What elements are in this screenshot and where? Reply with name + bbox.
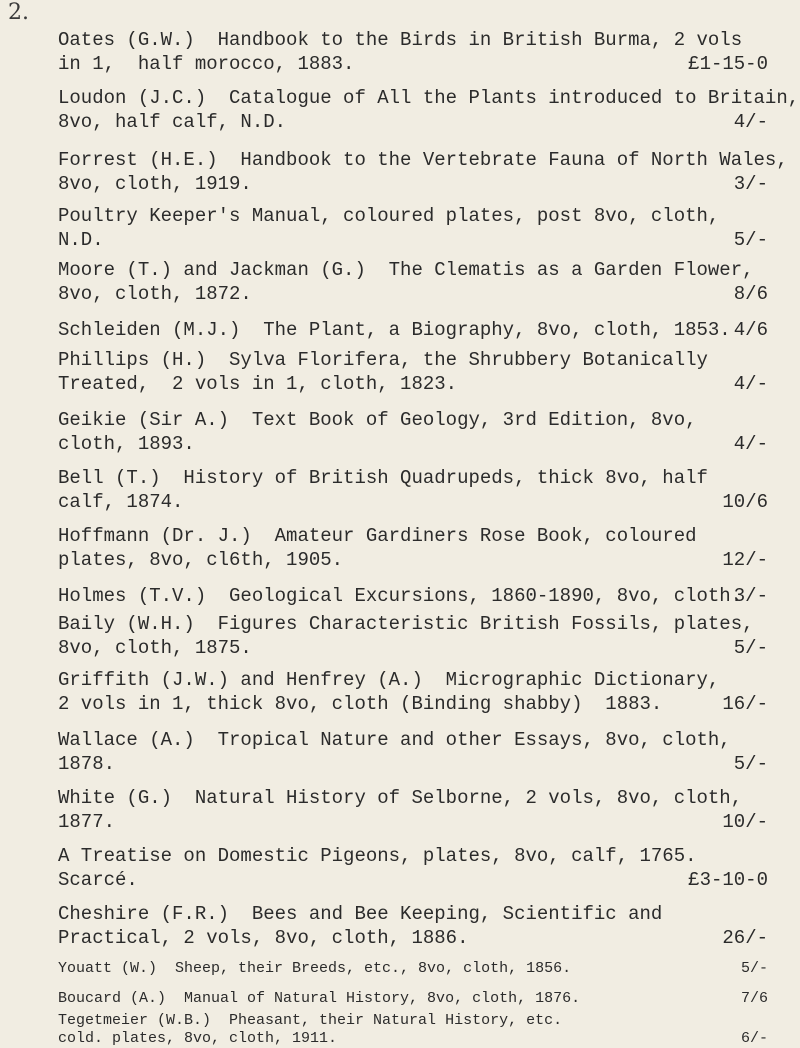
catalogue-entry — [58, 844, 768, 892]
entry-line-last — [58, 692, 768, 716]
catalogue-entry — [58, 148, 788, 196]
entry-line-last — [58, 752, 768, 776]
entry-price: 4/6 — [733, 319, 768, 341]
entry-line-text: in 1, half morocco, 1883. — [58, 53, 355, 75]
entry-line-last — [58, 52, 768, 76]
entry-price: 26/- — [722, 927, 768, 949]
catalogue-entry — [58, 960, 768, 984]
entry-line-text: Wallace (A.) Tropical Nature and other Essays, 8vo, cloth, — [58, 729, 731, 751]
catalogue-entry — [58, 204, 768, 252]
entry-line-text: Moore (T.) and Jackman (G.) The Clematis as a Garden Flower, — [58, 259, 754, 281]
entry-price: 5/- — [740, 960, 768, 977]
entry-line-text: Youatt (W.) Sheep, their Breeds, etc., 8vo, cloth, 1856. — [58, 960, 572, 977]
entry-line-text: Forrest (H.E.) Handbook to the Vertebrate Fauna of North Wales, — [58, 149, 788, 171]
catalogue-entry — [58, 1012, 768, 1048]
entry-line-text: Poultry Keeper's Manual, coloured plates, post 8vo, cloth, — [58, 205, 720, 227]
entry-price: 7/6 — [740, 990, 768, 1007]
entry-line-last — [58, 810, 768, 834]
entry-line-text: Practical, 2 vols, 8vo, cloth, 1886. — [58, 927, 469, 949]
entry-price: 4/- — [733, 111, 768, 133]
entry-line-text: Phillips (H.) Sylva Florifera, the Shrubbery Botanically — [58, 349, 708, 371]
entry-line-text: 1877. — [58, 811, 116, 833]
entry-line-text: 2 vols in 1, thick 8vo, cloth (Binding shabby) 1883. — [58, 693, 663, 715]
entry-line-last — [58, 172, 768, 196]
entry-line — [58, 524, 768, 548]
entry-line-last — [58, 926, 768, 950]
entry-line-last — [58, 960, 768, 978]
entry-line-text: Oates (G.W.) Handbook to the Birds in British Burma, 2 vols — [58, 29, 743, 51]
entry-line — [58, 258, 768, 282]
entry-line-text: Baily (W.H.) Figures Characteristic British Fossils, plates, — [58, 613, 754, 635]
entry-line-text: N.D. — [58, 229, 104, 251]
catalogue-entry — [58, 524, 768, 572]
entry-line — [58, 1012, 768, 1030]
catalogue-entry — [58, 728, 768, 776]
entry-line-text: Griffith (J.W.) and Henfrey (A.) Micrographic Dictionary, — [58, 669, 720, 691]
catalogue-entry — [58, 786, 768, 834]
entry-line-text: Cheshire (F.R.) Bees and Bee Keeping, Scientific and — [58, 903, 663, 925]
catalogue-entry — [58, 408, 768, 456]
entry-line-text: Scarcé. — [58, 869, 138, 891]
catalogue-entry — [58, 466, 768, 514]
catalogue-entry — [58, 348, 768, 396]
entry-price: 4/- — [733, 373, 768, 395]
entry-line-text: Loudon (J.C.) Catalogue of All the Plants introduced to Britain, — [58, 87, 800, 109]
entry-line-text: Boucard (A.) Manual of Natural History, 8vo, cloth, 1876. — [58, 990, 581, 1007]
catalogue-entry — [58, 668, 768, 716]
entry-line — [58, 902, 768, 926]
catalogue-entry — [58, 258, 768, 306]
entry-price: 6/- — [740, 1030, 768, 1047]
entry-line-last — [58, 432, 768, 456]
entry-line-text: 8vo, cloth, 1872. — [58, 283, 252, 305]
entry-line-text: Treated, 2 vols in 1, cloth, 1823. — [58, 373, 458, 395]
entry-price: 4/- — [733, 433, 768, 455]
entry-line — [58, 466, 768, 490]
entry-line-text: calf, 1874. — [58, 491, 184, 513]
catalogue-entry — [58, 990, 768, 1014]
entry-line-text: Bell (T.) History of British Quadrupeds, thick 8vo, half — [58, 467, 708, 489]
entry-line-text: 8vo, cloth, 1919. — [58, 173, 252, 195]
entry-line-text: Tegetmeier (W.B.) Pheasant, their Natural History, etc. — [58, 1012, 563, 1029]
entry-price: £3-10-0 — [688, 869, 768, 891]
entry-line-text: cold. plates, 8vo, cloth, 1911. — [58, 1030, 338, 1047]
entry-price: 8/6 — [733, 283, 768, 305]
entry-line-last — [58, 1030, 768, 1048]
entry-line-last — [58, 282, 768, 306]
entry-line-last — [58, 548, 768, 572]
entry-price: 10/- — [722, 811, 768, 833]
entry-line-last — [58, 868, 768, 892]
entry-line — [58, 204, 768, 228]
entry-line — [58, 408, 768, 432]
entry-line — [58, 148, 788, 172]
entry-line — [58, 348, 768, 372]
entry-line-last — [58, 372, 768, 396]
entry-price: 3/- — [733, 585, 768, 607]
entry-price: 5/- — [733, 637, 768, 659]
entry-price: 3/- — [733, 173, 768, 195]
entry-line-text: 1878. — [58, 753, 116, 775]
entry-line-text: 8vo, cloth, 1875. — [58, 637, 252, 659]
entry-line-text: Geikie (Sir A.) Text Book of Geology, 3rd Edition, 8vo, — [58, 409, 697, 431]
catalogue-entry — [58, 584, 768, 608]
entry-line — [58, 668, 768, 692]
entry-line-last — [58, 228, 768, 252]
entry-price: 5/- — [733, 753, 768, 775]
entry-line — [58, 786, 768, 810]
entry-line-text: cloth, 1893. — [58, 433, 195, 455]
entry-line — [58, 728, 768, 752]
entry-line — [58, 28, 768, 52]
entry-line-last — [58, 990, 768, 1008]
entry-line-text: White (G.) Natural History of Selborne, 2 vols, 8vo, cloth, — [58, 787, 743, 809]
entry-line-text: A Treatise on Domestic Pigeons, plates, 8vo, calf, 1765. — [58, 845, 697, 867]
catalogue-entry — [58, 86, 800, 134]
entry-price: £1-15-0 — [688, 53, 768, 75]
catalogue-entry — [58, 902, 768, 950]
catalogue-entry — [58, 612, 768, 660]
entry-price: 12/- — [722, 549, 768, 571]
page-number-mark: 2. — [8, 0, 29, 25]
entry-line-text: plates, 8vo, cl6th, 1905. — [58, 549, 344, 571]
entry-line — [58, 844, 768, 868]
entry-line-last — [58, 110, 768, 134]
entry-line — [58, 86, 800, 110]
entry-line — [58, 612, 768, 636]
entry-line-text: Schleiden (M.J.) The Plant, a Biography, 8vo, cloth, 1853. — [58, 319, 731, 341]
entry-line-last — [58, 318, 768, 342]
entry-price: 5/- — [733, 229, 768, 251]
catalogue-entry — [58, 318, 768, 342]
entry-line-text: 8vo, half calf, N.D. — [58, 111, 287, 133]
entry-line-last — [58, 584, 768, 608]
entry-line-text: Hoffmann (Dr. J.) Amateur Gardiners Rose Book, coloured — [58, 525, 697, 547]
entry-line-text: Holmes (T.V.) Geological Excursions, 1860-1890, 8vo, cloth. — [58, 585, 743, 607]
catalogue-entry — [58, 28, 768, 76]
entry-line-last — [58, 636, 768, 660]
entry-line-last — [58, 490, 768, 514]
entry-price: 16/- — [722, 693, 768, 715]
entry-price: 10/6 — [722, 491, 768, 513]
